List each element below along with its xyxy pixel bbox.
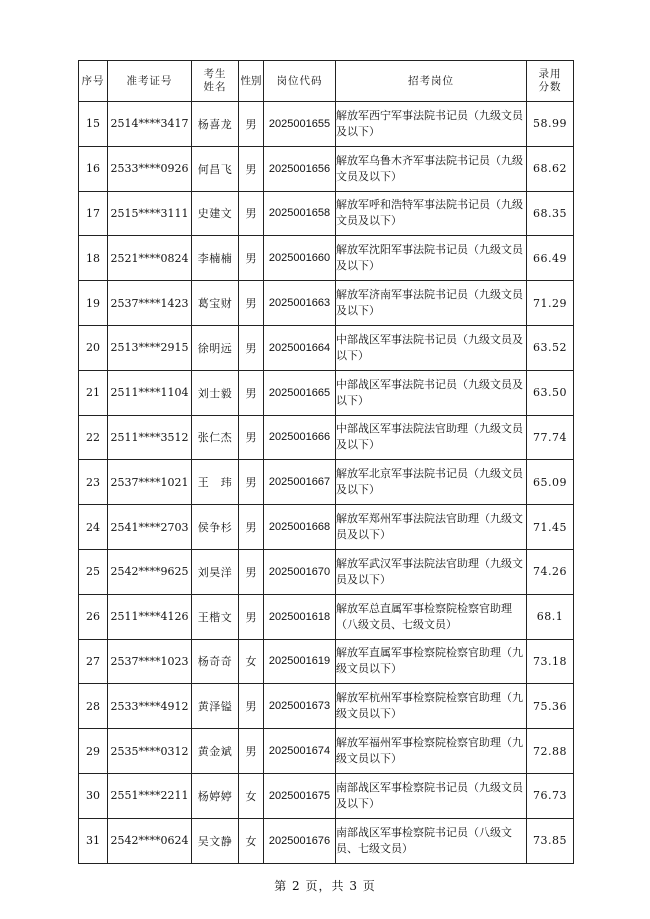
cell-name: 刘昊洋 <box>192 549 239 594</box>
cell-name: 张仁杰 <box>192 415 239 460</box>
cell-exam-id: 2514****3417 <box>108 102 192 147</box>
cell-name: 王 玮 <box>192 460 239 505</box>
cell-seq: 19 <box>79 281 108 326</box>
header-name: 考生姓名 <box>192 61 239 102</box>
cell-seq: 16 <box>79 146 108 191</box>
cell-post-code: 2025001619 <box>264 639 336 684</box>
cell-exam-id: 2515****3111 <box>108 191 192 236</box>
cell-post-code: 2025001673 <box>264 684 336 729</box>
cell-post-code: 2025001675 <box>264 773 336 818</box>
cell-post-code: 2025001667 <box>264 460 336 505</box>
cell-score: 74.26 <box>527 549 574 594</box>
cell-seq: 30 <box>79 773 108 818</box>
cell-post: 中部战区军事法院书记员（九级文员及以下） <box>336 370 527 415</box>
cell-gender: 男 <box>239 325 264 370</box>
cell-seq: 29 <box>79 729 108 774</box>
cell-seq: 20 <box>79 325 108 370</box>
cell-score: 71.45 <box>527 505 574 550</box>
table-row <box>79 281 574 326</box>
results-table <box>78 60 574 864</box>
cell-seq: 27 <box>79 639 108 684</box>
cell-exam-id: 2533****4912 <box>108 684 192 729</box>
cell-gender: 男 <box>239 236 264 281</box>
cell-gender: 男 <box>239 191 264 236</box>
cell-score: 76.73 <box>527 773 574 818</box>
cell-exam-id: 2542****0624 <box>108 818 192 863</box>
cell-seq: 17 <box>79 191 108 236</box>
table-row <box>79 236 574 281</box>
cell-post: 中部战区军事法院法官助理（九级文员及以下） <box>336 415 527 460</box>
cell-name: 侯争杉 <box>192 505 239 550</box>
cell-gender: 男 <box>239 370 264 415</box>
table-row <box>79 639 574 684</box>
cell-post-code: 2025001664 <box>264 325 336 370</box>
cell-score: 63.50 <box>527 370 574 415</box>
cell-exam-id: 2513****2915 <box>108 325 192 370</box>
cell-seq: 23 <box>79 460 108 505</box>
cell-name: 史建文 <box>192 191 239 236</box>
cell-post-code: 2025001668 <box>264 505 336 550</box>
cell-score: 58.99 <box>527 102 574 147</box>
cell-post: 解放军郑州军事法院法官助理（九级文员及以下） <box>336 505 527 550</box>
cell-score: 73.85 <box>527 818 574 863</box>
cell-name: 杨婷婷 <box>192 773 239 818</box>
cell-post: 解放军沈阳军事法院书记员（九级文员及以下） <box>336 236 527 281</box>
cell-post: 解放军济南军事法院书记员（九级文员及以下） <box>336 281 527 326</box>
cell-gender: 男 <box>239 460 264 505</box>
cell-seq: 26 <box>79 594 108 639</box>
table-row <box>79 773 574 818</box>
cell-exam-id: 2533****0926 <box>108 146 192 191</box>
cell-gender: 男 <box>239 102 264 147</box>
cell-score: 75.36 <box>527 684 574 729</box>
cell-post: 解放军北京军事法院书记员（九级文员及以下） <box>336 460 527 505</box>
cell-post-code: 2025001656 <box>264 146 336 191</box>
cell-post: 中部战区军事法院书记员（九级文员及以下） <box>336 325 527 370</box>
cell-score: 68.62 <box>527 146 574 191</box>
cell-seq: 28 <box>79 684 108 729</box>
table-row <box>79 505 574 550</box>
header-gender: 性别 <box>239 61 264 102</box>
cell-name: 杨喜龙 <box>192 102 239 147</box>
cell-name: 王楷文 <box>192 594 239 639</box>
table-row <box>79 102 574 147</box>
cell-exam-id: 2537****1023 <box>108 639 192 684</box>
cell-gender: 女 <box>239 818 264 863</box>
table-row <box>79 370 574 415</box>
cell-score: 63.52 <box>527 325 574 370</box>
cell-post-code: 2025001676 <box>264 818 336 863</box>
cell-seq: 24 <box>79 505 108 550</box>
cell-post: 南部战区军事检察院书记员（八级文员、七级文员） <box>336 818 527 863</box>
cell-score: 71.29 <box>527 281 574 326</box>
cell-score: 73.18 <box>527 639 574 684</box>
cell-gender: 男 <box>239 505 264 550</box>
header-post: 招考岗位 <box>336 61 527 102</box>
cell-post: 解放军武汉军事法院法官助理（九级文员及以下） <box>336 549 527 594</box>
cell-exam-id: 2511****3512 <box>108 415 192 460</box>
cell-post-code: 2025001666 <box>264 415 336 460</box>
cell-seq: 25 <box>79 549 108 594</box>
cell-exam-id: 2541****2703 <box>108 505 192 550</box>
table-row <box>79 325 574 370</box>
cell-exam-id: 2537****1423 <box>108 281 192 326</box>
table-row <box>79 549 574 594</box>
cell-name: 黄金斌 <box>192 729 239 774</box>
cell-exam-id: 2521****0824 <box>108 236 192 281</box>
cell-score: 77.74 <box>527 415 574 460</box>
cell-post-code: 2025001655 <box>264 102 336 147</box>
table-row <box>79 460 574 505</box>
cell-seq: 15 <box>79 102 108 147</box>
cell-score: 68.35 <box>527 191 574 236</box>
cell-gender: 男 <box>239 281 264 326</box>
cell-gender: 男 <box>239 594 264 639</box>
header-exam-id: 准考证号 <box>108 61 192 102</box>
cell-name: 何昌飞 <box>192 146 239 191</box>
table-row <box>79 191 574 236</box>
cell-gender: 男 <box>239 146 264 191</box>
cell-seq: 22 <box>79 415 108 460</box>
cell-post: 解放军杭州军事检察院检察官助理（九级文员以下） <box>336 684 527 729</box>
cell-name: 刘士毅 <box>192 370 239 415</box>
cell-post: 解放军西宁军事法院书记员（九级文员及以下） <box>336 102 527 147</box>
cell-post: 解放军乌鲁木齐军事法院书记员（九级文员及以下） <box>336 146 527 191</box>
cell-exam-id: 2535****0312 <box>108 729 192 774</box>
cell-name: 黄泽镒 <box>192 684 239 729</box>
cell-post: 解放军直属军事检察院检察官助理（九级文员以下） <box>336 639 527 684</box>
cell-seq: 18 <box>79 236 108 281</box>
cell-gender: 男 <box>239 684 264 729</box>
cell-post-code: 2025001674 <box>264 729 336 774</box>
cell-score: 66.49 <box>527 236 574 281</box>
cell-gender: 男 <box>239 729 264 774</box>
cell-post-code: 2025001658 <box>264 191 336 236</box>
cell-gender: 女 <box>239 773 264 818</box>
page-number: 第 2 页，共 3 页 <box>274 879 376 893</box>
cell-name: 李楠楠 <box>192 236 239 281</box>
table-row <box>79 818 574 863</box>
cell-exam-id: 2537****1021 <box>108 460 192 505</box>
cell-post: 解放军呼和浩特军事法院书记员（九级文员及以下） <box>336 191 527 236</box>
cell-post-code: 2025001660 <box>264 236 336 281</box>
cell-name: 葛宝财 <box>192 281 239 326</box>
cell-exam-id: 2551****2211 <box>108 773 192 818</box>
cell-name: 吴文静 <box>192 818 239 863</box>
cell-post: 解放军总直属军事检察院检察官助理（八级文员、七级文员） <box>336 594 527 639</box>
cell-seq: 21 <box>79 370 108 415</box>
table-row <box>79 684 574 729</box>
cell-gender: 男 <box>239 549 264 594</box>
cell-gender: 男 <box>239 415 264 460</box>
cell-exam-id: 2511****1104 <box>108 370 192 415</box>
table-row <box>79 415 574 460</box>
cell-gender: 女 <box>239 639 264 684</box>
cell-post-code: 2025001663 <box>264 281 336 326</box>
header-score: 录用分数 <box>527 61 574 102</box>
cell-score: 72.88 <box>527 729 574 774</box>
cell-seq: 31 <box>79 818 108 863</box>
cell-name: 杨奇奇 <box>192 639 239 684</box>
header-seq: 序号 <box>79 61 108 102</box>
cell-post-code: 2025001618 <box>264 594 336 639</box>
cell-exam-id: 2542****9625 <box>108 549 192 594</box>
cell-score: 68.1 <box>527 594 574 639</box>
header-row <box>79 61 574 102</box>
header-post-code: 岗位代码 <box>264 61 336 102</box>
cell-post-code: 2025001670 <box>264 549 336 594</box>
table-row <box>79 729 574 774</box>
table-row <box>79 594 574 639</box>
table-row <box>79 146 574 191</box>
cell-post: 解放军福州军事检察院检察官助理（九级文员以下） <box>336 729 527 774</box>
cell-score: 65.09 <box>527 460 574 505</box>
cell-exam-id: 2511****4126 <box>108 594 192 639</box>
cell-post-code: 2025001665 <box>264 370 336 415</box>
cell-name: 徐明远 <box>192 325 239 370</box>
cell-post: 南部战区军事检察院书记员（九级文员及以下） <box>336 773 527 818</box>
